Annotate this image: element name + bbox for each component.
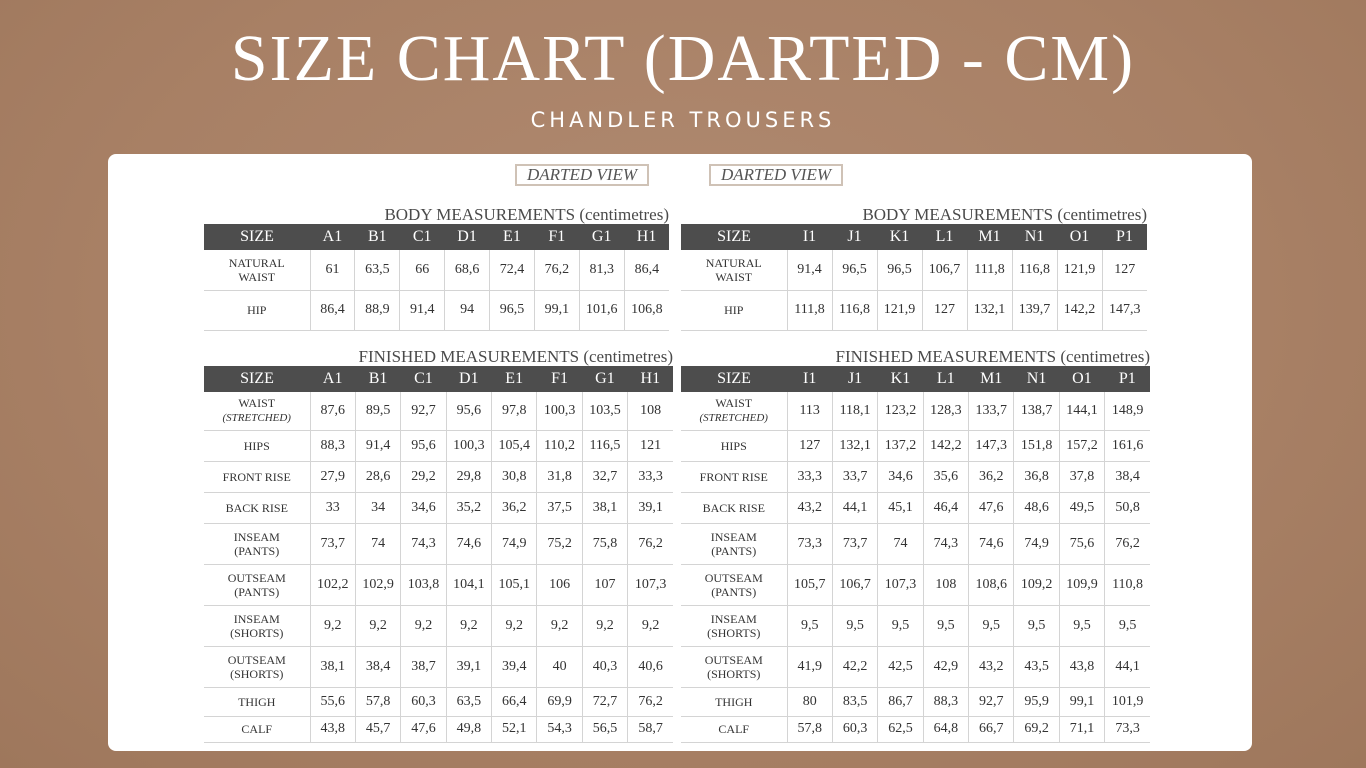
measurement-value: 76,2 xyxy=(1105,523,1150,564)
table-row xyxy=(204,716,673,742)
measurement-value: 95,6 xyxy=(446,392,491,430)
measurement-value: 36,2 xyxy=(492,492,537,523)
measurement-value: 69,2 xyxy=(1014,716,1059,742)
measurement-value: 44,1 xyxy=(1105,646,1150,687)
measurement-value: 44,1 xyxy=(832,492,877,523)
measurement-value: 40 xyxy=(537,646,582,687)
measurement-value: 34 xyxy=(355,492,400,523)
measurement-value: 101,6 xyxy=(579,290,624,330)
measurement-value: 66,4 xyxy=(492,687,537,716)
table-row xyxy=(681,605,1150,646)
measurement-value: 57,8 xyxy=(787,716,832,742)
measurement-value: 110,8 xyxy=(1105,564,1150,605)
measurement-value: 57,8 xyxy=(355,687,400,716)
measurement-value: 9,2 xyxy=(492,605,537,646)
measurement-value: 45,7 xyxy=(355,716,400,742)
measurement-value: 96,5 xyxy=(490,290,535,330)
measurement-value: 103,5 xyxy=(582,392,627,430)
measurement-value: 81,3 xyxy=(579,250,624,290)
measurement-value: 94 xyxy=(445,290,490,330)
measurement-value: 76,2 xyxy=(628,687,673,716)
size-header-row xyxy=(681,224,1147,250)
measurement-value: 35,6 xyxy=(923,461,968,492)
measurement-value: 127 xyxy=(922,290,967,330)
measurement-value: 66,7 xyxy=(969,716,1014,742)
measurement-value: 75,2 xyxy=(537,523,582,564)
table-row xyxy=(681,430,1150,461)
measurement-value: 111,8 xyxy=(787,290,832,330)
table-row xyxy=(204,250,669,290)
measurement-value: 40,3 xyxy=(582,646,627,687)
measurement-value: 45,1 xyxy=(878,492,923,523)
size-column-header: D1 xyxy=(446,366,491,392)
size-column-header: K1 xyxy=(877,224,922,250)
measurement-value: 133,7 xyxy=(969,392,1014,430)
measurement-value: 48,6 xyxy=(1014,492,1059,523)
measurement-value: 75,8 xyxy=(582,523,627,564)
size-column-header: A1 xyxy=(310,224,355,250)
measurement-value: 142,2 xyxy=(923,430,968,461)
measurement-value: 103,8 xyxy=(401,564,446,605)
measurement-value: 35,2 xyxy=(446,492,491,523)
measurement-value: 47,6 xyxy=(969,492,1014,523)
measurement-value: 138,7 xyxy=(1014,392,1059,430)
body-measurements-table-left xyxy=(204,224,669,331)
body-measurements-table-right xyxy=(681,224,1147,331)
measurement-value: 9,5 xyxy=(832,605,877,646)
measurement-value: 91,4 xyxy=(400,290,445,330)
measurement-value: 108 xyxy=(923,564,968,605)
measurement-value: 121,9 xyxy=(877,290,922,330)
table-row xyxy=(681,392,1150,430)
measurement-label: NATURAL WAIST xyxy=(681,250,787,290)
measurement-value: 106,8 xyxy=(624,290,669,330)
measurement-value: 107 xyxy=(582,564,627,605)
measurement-value: 106 xyxy=(537,564,582,605)
measurement-label: FRONT RISE xyxy=(204,461,310,492)
measurement-value: 92,7 xyxy=(401,392,446,430)
measurement-label: BACK RISE xyxy=(681,492,787,523)
size-column-header: G1 xyxy=(582,366,627,392)
measurement-value: 38,7 xyxy=(401,646,446,687)
measurement-value: 41,9 xyxy=(787,646,832,687)
measurement-value: 42,9 xyxy=(923,646,968,687)
measurement-value: 49,8 xyxy=(446,716,491,742)
size-chart-card xyxy=(108,154,1252,751)
darted-view-label-left: DARTED VIEW xyxy=(515,164,649,186)
measurement-value: 52,1 xyxy=(492,716,537,742)
measurement-value: 68,6 xyxy=(445,250,490,290)
size-column-header: C1 xyxy=(401,366,446,392)
measurement-value: 43,2 xyxy=(969,646,1014,687)
size-header-row xyxy=(681,366,1150,392)
measurement-value: 73,3 xyxy=(1105,716,1150,742)
darted-view-label-right: DARTED VIEW xyxy=(709,164,843,186)
measurement-value: 33,7 xyxy=(832,461,877,492)
table-row xyxy=(681,564,1150,605)
measurement-value: 88,3 xyxy=(310,430,355,461)
size-column-header: H1 xyxy=(628,366,673,392)
size-column-header: N1 xyxy=(1012,224,1057,250)
measurement-value: 127 xyxy=(1102,250,1147,290)
measurement-value: 56,5 xyxy=(582,716,627,742)
size-column-header: I1 xyxy=(787,366,832,392)
measurement-value: 72,7 xyxy=(582,687,627,716)
measurement-label: THIGH xyxy=(681,687,787,716)
measurement-value: 116,5 xyxy=(582,430,627,461)
table-row xyxy=(681,716,1150,742)
size-column-header: F1 xyxy=(534,224,579,250)
size-column-header: O1 xyxy=(1057,224,1102,250)
measurement-value: 73,7 xyxy=(832,523,877,564)
measurement-value: 29,2 xyxy=(401,461,446,492)
measurement-value: 58,7 xyxy=(628,716,673,742)
size-column-header: L1 xyxy=(922,224,967,250)
measurement-value: 88,3 xyxy=(923,687,968,716)
measurement-value: 28,6 xyxy=(355,461,400,492)
measurement-value: 9,5 xyxy=(969,605,1014,646)
size-column-header: K1 xyxy=(878,366,923,392)
measurement-value: 27,9 xyxy=(310,461,355,492)
measurement-value: 97,8 xyxy=(492,392,537,430)
table-row xyxy=(681,290,1147,330)
finished-measurements-title-right: FINISHED MEASUREMENTS (centimetres) xyxy=(835,347,1150,366)
size-column-header: C1 xyxy=(400,224,445,250)
measurement-value: 74 xyxy=(878,523,923,564)
measurement-value: 96,5 xyxy=(832,250,877,290)
measurement-value: 49,5 xyxy=(1059,492,1104,523)
measurement-value: 96,5 xyxy=(877,250,922,290)
measurement-value: 29,8 xyxy=(446,461,491,492)
measurement-value: 31,8 xyxy=(537,461,582,492)
measurement-value: 72,4 xyxy=(490,250,535,290)
table-row xyxy=(204,523,673,564)
size-column-header: J1 xyxy=(832,366,877,392)
table-row xyxy=(204,646,673,687)
measurement-value: 60,3 xyxy=(832,716,877,742)
table-row xyxy=(681,687,1150,716)
table-row xyxy=(681,523,1150,564)
measurement-value: 9,2 xyxy=(401,605,446,646)
table-row xyxy=(204,687,673,716)
measurement-value: 43,8 xyxy=(1059,646,1104,687)
measurement-value: 33,3 xyxy=(628,461,673,492)
measurement-value: 38,4 xyxy=(1105,461,1150,492)
measurement-value: 38,1 xyxy=(582,492,627,523)
measurement-value: 9,5 xyxy=(787,605,832,646)
measurement-value: 39,1 xyxy=(628,492,673,523)
measurement-value: 33,3 xyxy=(787,461,832,492)
measurement-value: 121 xyxy=(628,430,673,461)
size-column-header: P1 xyxy=(1102,224,1147,250)
measurement-value: 110,2 xyxy=(537,430,582,461)
measurement-value: 63,5 xyxy=(446,687,491,716)
measurement-value: 148,9 xyxy=(1105,392,1150,430)
measurement-label: INSEAM (PANTS) xyxy=(204,523,310,564)
measurement-value: 107,3 xyxy=(878,564,923,605)
measurement-value: 88,9 xyxy=(355,290,400,330)
measurement-value: 132,1 xyxy=(967,290,1012,330)
measurement-value: 74,3 xyxy=(923,523,968,564)
measurement-value: 37,8 xyxy=(1059,461,1104,492)
table-row xyxy=(681,461,1150,492)
measurement-value: 60,3 xyxy=(401,687,446,716)
table-row xyxy=(204,461,673,492)
measurement-value: 128,3 xyxy=(923,392,968,430)
measurement-value: 86,4 xyxy=(624,250,669,290)
measurement-value: 74,6 xyxy=(446,523,491,564)
measurement-value: 89,5 xyxy=(355,392,400,430)
measurement-label: OUTSEAM (SHORTS) xyxy=(681,646,787,687)
page-title: SIZE CHART (DARTED - CM) xyxy=(230,22,1136,95)
measurement-value: 109,2 xyxy=(1014,564,1059,605)
measurement-value: 105,1 xyxy=(492,564,537,605)
size-column-header: M1 xyxy=(969,366,1014,392)
page-subtitle: CHANDLER TROUSERS xyxy=(530,108,836,132)
finished-measurements-title-left: FINISHED MEASUREMENTS (centimetres) xyxy=(358,347,673,366)
size-column-header: O1 xyxy=(1059,366,1104,392)
table-row xyxy=(681,492,1150,523)
measurement-label: THIGH xyxy=(204,687,310,716)
size-column-header: E1 xyxy=(490,224,535,250)
measurement-value: 54,3 xyxy=(537,716,582,742)
body-measurements-title-left: BODY MEASUREMENTS (centimetres) xyxy=(384,205,669,224)
measurement-value: 71,1 xyxy=(1059,716,1104,742)
measurement-value: 108 xyxy=(628,392,673,430)
size-column-header: M1 xyxy=(967,224,1012,250)
measurement-value: 147,3 xyxy=(969,430,1014,461)
size-column-header: P1 xyxy=(1105,366,1150,392)
measurement-value: 105,4 xyxy=(492,430,537,461)
table-row xyxy=(204,290,669,330)
measurement-value: 87,6 xyxy=(310,392,355,430)
measurement-value: 33 xyxy=(310,492,355,523)
measurement-label: CALF xyxy=(204,716,310,742)
measurement-value: 47,6 xyxy=(401,716,446,742)
measurement-label: OUTSEAM (SHORTS) xyxy=(204,646,310,687)
measurement-value: 46,4 xyxy=(923,492,968,523)
measurement-label: OUTSEAM (PANTS) xyxy=(681,564,787,605)
measurement-value: 63,5 xyxy=(355,250,400,290)
measurement-value: 69,9 xyxy=(537,687,582,716)
measurement-value: 102,9 xyxy=(355,564,400,605)
measurement-value: 9,2 xyxy=(446,605,491,646)
measurement-value: 121,9 xyxy=(1057,250,1102,290)
body-measurements-title-right: BODY MEASUREMENTS (centimetres) xyxy=(862,205,1147,224)
size-column-header: F1 xyxy=(537,366,582,392)
measurement-value: 39,4 xyxy=(492,646,537,687)
measurement-value: 86,4 xyxy=(310,290,355,330)
measurement-value: 95,9 xyxy=(1014,687,1059,716)
measurement-value: 74,6 xyxy=(969,523,1014,564)
measurement-value: 9,5 xyxy=(878,605,923,646)
measurement-value: 106,7 xyxy=(832,564,877,605)
measurement-value: 73,3 xyxy=(787,523,832,564)
measurement-value: 144,1 xyxy=(1059,392,1104,430)
measurement-label: HIPS xyxy=(204,430,310,461)
measurement-value: 9,2 xyxy=(582,605,627,646)
measurement-value: 139,7 xyxy=(1012,290,1057,330)
measurement-value: 116,8 xyxy=(832,290,877,330)
measurement-value: 9,5 xyxy=(1059,605,1104,646)
measurement-value: 32,7 xyxy=(582,461,627,492)
table-row xyxy=(204,392,673,430)
size-header: SIZE xyxy=(681,366,787,392)
measurement-value: 76,2 xyxy=(534,250,579,290)
measurement-value: 74,9 xyxy=(1014,523,1059,564)
size-column-header: L1 xyxy=(923,366,968,392)
measurement-value: 9,2 xyxy=(310,605,355,646)
measurement-label: HIP xyxy=(681,290,787,330)
measurement-value: 34,6 xyxy=(401,492,446,523)
measurement-value: 64,8 xyxy=(923,716,968,742)
measurement-value: 43,8 xyxy=(310,716,355,742)
measurement-value: 100,3 xyxy=(537,392,582,430)
measurement-value: 108,6 xyxy=(969,564,1014,605)
measurement-label: FRONT RISE xyxy=(681,461,787,492)
measurement-label: WAIST (STRETCHED) xyxy=(681,392,787,430)
size-header-row xyxy=(204,224,669,250)
size-column-header: E1 xyxy=(492,366,537,392)
measurement-value: 91,4 xyxy=(787,250,832,290)
measurement-value: 42,2 xyxy=(832,646,877,687)
measurement-label: BACK RISE xyxy=(204,492,310,523)
measurement-value: 38,1 xyxy=(310,646,355,687)
measurement-value: 157,2 xyxy=(1059,430,1104,461)
measurement-value: 34,6 xyxy=(878,461,923,492)
measurement-value: 104,1 xyxy=(446,564,491,605)
size-column-header: D1 xyxy=(445,224,490,250)
measurement-value: 40,6 xyxy=(628,646,673,687)
measurement-label: NATURAL WAIST xyxy=(204,250,310,290)
measurement-value: 142,2 xyxy=(1057,290,1102,330)
measurement-value: 118,1 xyxy=(832,392,877,430)
measurement-value: 9,5 xyxy=(1014,605,1059,646)
measurement-value: 43,5 xyxy=(1014,646,1059,687)
measurement-value: 151,8 xyxy=(1014,430,1059,461)
size-column-header: I1 xyxy=(787,224,832,250)
measurement-label: INSEAM (PANTS) xyxy=(681,523,787,564)
measurement-value: 109,9 xyxy=(1059,564,1104,605)
table-row xyxy=(204,605,673,646)
size-column-header: N1 xyxy=(1014,366,1059,392)
measurement-value: 76,2 xyxy=(628,523,673,564)
measurement-value: 95,6 xyxy=(401,430,446,461)
finished-measurements-table-right xyxy=(681,366,1150,743)
measurement-value: 113 xyxy=(787,392,832,430)
measurement-value: 55,6 xyxy=(310,687,355,716)
measurement-value: 9,2 xyxy=(628,605,673,646)
table-row xyxy=(681,646,1150,687)
measurement-value: 9,5 xyxy=(1105,605,1150,646)
measurement-value: 116,8 xyxy=(1012,250,1057,290)
measurement-value: 161,6 xyxy=(1105,430,1150,461)
measurement-value: 9,2 xyxy=(355,605,400,646)
measurement-value: 147,3 xyxy=(1102,290,1147,330)
size-header-row xyxy=(204,366,673,392)
measurement-value: 74,3 xyxy=(401,523,446,564)
size-column-header: B1 xyxy=(355,224,400,250)
measurement-label: OUTSEAM (PANTS) xyxy=(204,564,310,605)
measurement-value: 43,2 xyxy=(787,492,832,523)
measurement-value: 92,7 xyxy=(969,687,1014,716)
size-header: SIZE xyxy=(681,224,787,250)
measurement-value: 66 xyxy=(400,250,445,290)
measurement-value: 106,7 xyxy=(922,250,967,290)
measurement-value: 37,5 xyxy=(537,492,582,523)
measurement-value: 111,8 xyxy=(967,250,1012,290)
measurement-value: 105,7 xyxy=(787,564,832,605)
measurement-value: 123,2 xyxy=(878,392,923,430)
size-column-header: J1 xyxy=(832,224,877,250)
size-column-header: G1 xyxy=(579,224,624,250)
measurement-value: 50,8 xyxy=(1105,492,1150,523)
finished-measurements-table-left xyxy=(204,366,673,743)
measurement-value: 30,8 xyxy=(492,461,537,492)
measurement-value: 100,3 xyxy=(446,430,491,461)
measurement-value: 73,7 xyxy=(310,523,355,564)
measurement-label: HIP xyxy=(204,290,310,330)
measurement-value: 86,7 xyxy=(878,687,923,716)
measurement-value: 137,2 xyxy=(878,430,923,461)
table-row xyxy=(204,430,673,461)
measurement-value: 132,1 xyxy=(832,430,877,461)
measurement-value: 102,2 xyxy=(310,564,355,605)
measurement-value: 9,2 xyxy=(537,605,582,646)
measurement-value: 62,5 xyxy=(878,716,923,742)
measurement-label: WAIST (STRETCHED) xyxy=(204,392,310,430)
table-row xyxy=(204,492,673,523)
measurement-value: 74,9 xyxy=(492,523,537,564)
measurement-value: 101,9 xyxy=(1105,687,1150,716)
measurement-label: HIPS xyxy=(681,430,787,461)
measurement-value: 99,1 xyxy=(1059,687,1104,716)
measurement-value: 91,4 xyxy=(355,430,400,461)
measurement-value: 80 xyxy=(787,687,832,716)
measurement-value: 42,5 xyxy=(878,646,923,687)
measurement-value: 107,3 xyxy=(628,564,673,605)
measurement-label: INSEAM (SHORTS) xyxy=(204,605,310,646)
measurement-value: 36,8 xyxy=(1014,461,1059,492)
size-header: SIZE xyxy=(204,366,310,392)
measurement-value: 74 xyxy=(355,523,400,564)
table-row xyxy=(681,250,1147,290)
measurement-label: CALF xyxy=(681,716,787,742)
table-row xyxy=(204,564,673,605)
size-column-header: B1 xyxy=(355,366,400,392)
measurement-value: 9,5 xyxy=(923,605,968,646)
size-header: SIZE xyxy=(204,224,310,250)
measurement-label: INSEAM (SHORTS) xyxy=(681,605,787,646)
measurement-value: 39,1 xyxy=(446,646,491,687)
measurement-value: 83,5 xyxy=(832,687,877,716)
measurement-value: 75,6 xyxy=(1059,523,1104,564)
measurement-value: 36,2 xyxy=(969,461,1014,492)
measurement-value: 127 xyxy=(787,430,832,461)
size-column-header: H1 xyxy=(624,224,669,250)
measurement-value: 38,4 xyxy=(355,646,400,687)
measurement-value: 61 xyxy=(310,250,355,290)
measurement-value: 99,1 xyxy=(534,290,579,330)
size-column-header: A1 xyxy=(310,366,355,392)
